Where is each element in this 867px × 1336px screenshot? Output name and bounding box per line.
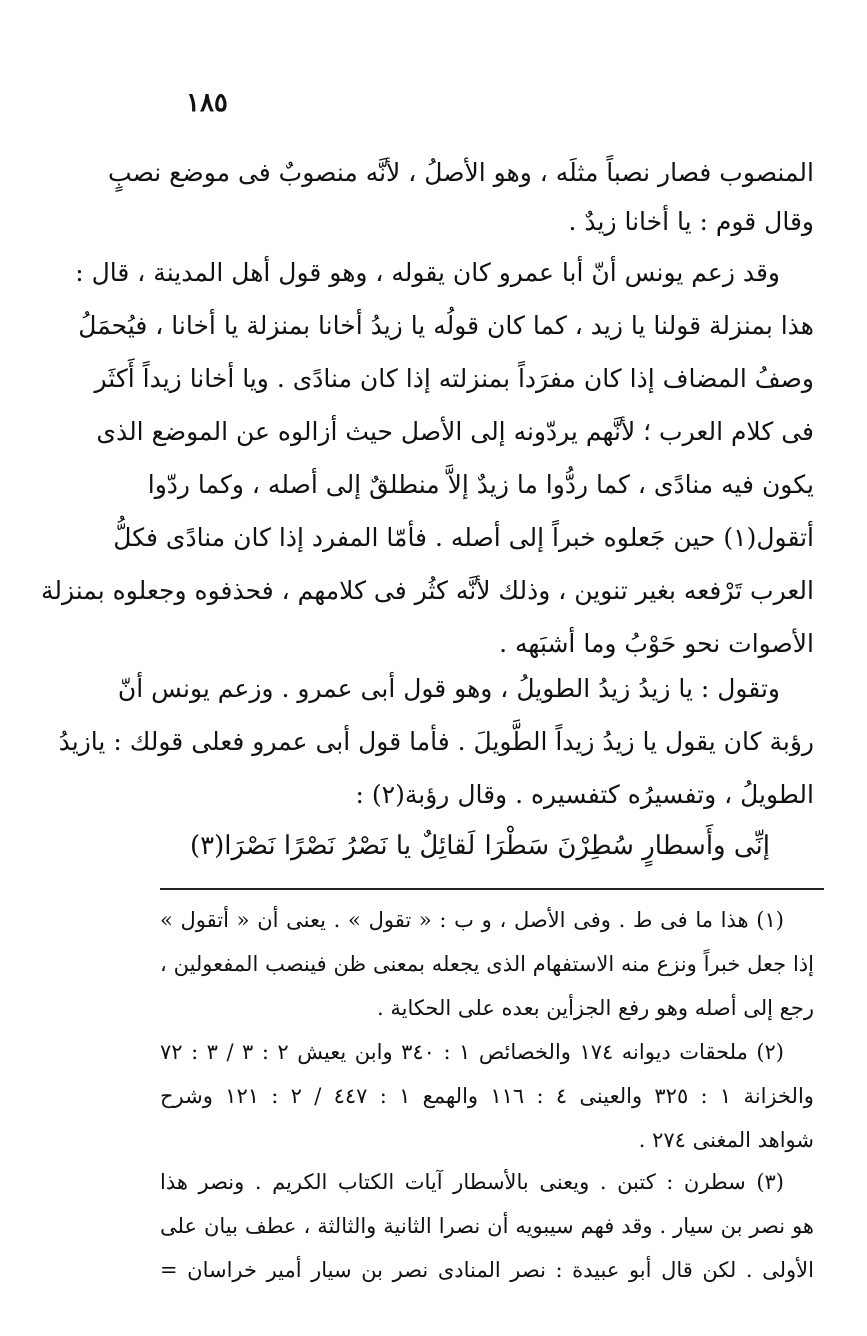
text-line: وصفُ المضاف إذا كان مفرَداً بمنزلته إذا كان منادًى . ويا أخانا زيداً أَكثَر: [94, 364, 814, 393]
text-line: وقد زعم يونس أنّ أبا عمرو كان يقوله ، وهو قول أهل المدينة ، قال :: [75, 258, 780, 287]
footnote-line: (٣) سطرن : كتبن . ويعنى بالأسطار آيات الكتاب الكريم . ونصر هذا: [160, 1170, 784, 1194]
footnote-line: هو نصر بن سيار . وقد فهم سيبويه أن نصرا الثانية والثالثة ، عطف بيان على: [160, 1214, 814, 1238]
footnote-line: إذا جعل خبراً ونزع منه الاستفهام الذى يجعله بمعنى ظن فينصب المفعولين ،: [160, 952, 814, 976]
text-line: الأصوات نحو حَوْبُ وما أشبَهه .: [499, 629, 814, 658]
footnote-separator: [160, 888, 824, 890]
footnote-3: [160, 1160, 814, 1292]
footnote-line: (١) هذا ما فى ط . وفى الأصل ، و ب : « تقول » . يعنى أن « أتقول »: [160, 908, 784, 932]
text-line: وتقول : يا زيدُ زيدُ الطويلُ ، وهو قول أبى عمرو . وزعم يونس أنّ: [117, 674, 780, 703]
footnote-line: الأولى . لكن قال أبو عبيدة : نصر المنادى نصر بن سيار أمير خراسان =: [160, 1258, 814, 1282]
text-line: هذا بمنزلة قولنا يا زيد ، كما كان قولُه يا زيدُ أخانا بمنزلة يا أخانا ، فيُحمَلُ: [78, 311, 814, 340]
paragraph-3: [58, 662, 814, 821]
text-line: العرب تَرْفعه بغير تنوين ، وذلك لأنَّه كثُر فى كلامهم ، فحذفوه وجعلوه بمنزلة: [40, 576, 814, 605]
text-line: وقال قوم : يا أخانا زيدٌ .: [568, 207, 814, 236]
text-line: الطويلُ ، وتفسيرُه كتفسيره . وقال رؤبة(٢) :: [355, 780, 814, 809]
text-line: يكون فيه منادًى ، كما ردُّوا ما زيدٌ إلاَّ منطلقٌ إلى أصله ، وكما ردّوا: [147, 470, 814, 499]
text-line: المنصوب فصار نصباً مثلَه ، وهو الأصلُ ، لأنَّه منصوبٌ فى موضع نصبٍ: [108, 158, 814, 187]
text-line: رؤبة كان يقول يا زيدُ زيداً الطَّويلَ . فأما قول أبى عمرو فعلى قولك : يازيدُ: [58, 727, 814, 756]
footnote-line: رجع إلى أصله وهو رفع الجزأين بعده على الحكاية .: [376, 996, 814, 1020]
paragraph-2: [40, 246, 814, 670]
footnote-2: [160, 1030, 814, 1162]
verse-hemistich-right: إنِّى وأَسطارٍ سُطِرْنَ سَطْرَا: [484, 831, 770, 861]
paragraph-1: [108, 146, 814, 245]
footnote-line: (٢) ملحقات ديوانه ١٧٤ والخصائص ١ : ٣٤٠ وابن يعيش ٢ : ٣ / ٣ : ٧٢: [160, 1040, 784, 1064]
text-line: أتقول(١) حين جَعلوه خبراً إلى أصله . فأمّا المفرد إذا كان منادًى فكلُّ: [113, 523, 814, 552]
verse-line: [190, 818, 770, 874]
footnote-line: والخزانة ١ : ٣٢٥ والعينى ٤ : ١١٦ والهمع ١ : ٤٤٧ / ٢ : ١٢١ وشرح: [160, 1084, 814, 1108]
footnote-line: شواهد المغنى ٢٧٤ .: [638, 1128, 814, 1152]
text-line: فى كلام العرب ؛ لأنَّهم يردّونه إلى الأصل حيث أزالوه عن الموضع الذى: [96, 417, 814, 446]
page-number: ١٨٥: [186, 88, 228, 118]
verse-hemistich-left: لَقائِلٌ يا نَصْرُ نَصْرًا نَصْرَا(٣): [190, 831, 476, 861]
footnote-1: [160, 898, 814, 1030]
